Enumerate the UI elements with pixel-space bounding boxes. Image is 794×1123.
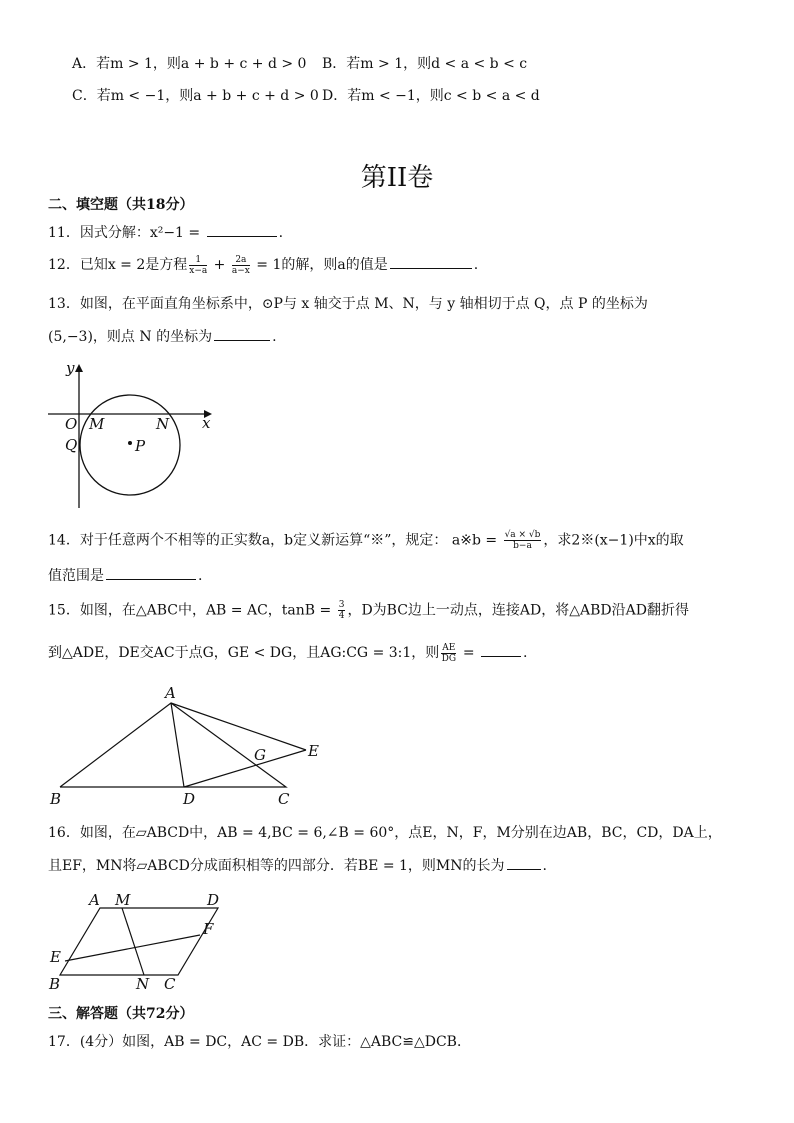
question-14-line-1: 14．对于任意两个不相等的正实数a，b定义新运算“※”，规定： a※b = $\frac{√a \times √b}{b-a}$ ，求2※(x−1)中x的取	[48, 530, 684, 551]
label-M: M	[89, 415, 105, 433]
label-A: A	[89, 891, 100, 909]
label-N: N	[136, 975, 150, 993]
option-b: B．若m > 1，则d < a < b < c	[322, 56, 528, 72]
answer-blank-16[interactable]	[507, 855, 541, 870]
option-a: A．若m > 1，则a + b + c + d > 0	[72, 56, 307, 72]
question-16-line-1: 16．如图，在▱ABCD中，AB = 4,BC = 6,∠B = 60°，点E，N，F，M分别在边AB，BC，CD，DA上，	[48, 825, 722, 841]
label-P: P	[135, 437, 146, 455]
label-D: D	[207, 891, 220, 909]
answer-blank-14[interactable]	[106, 565, 196, 580]
fraction: $\frac{2a}{a-x}$	[231, 254, 250, 276]
figure-13-circle	[40, 358, 225, 513]
question-13-line-2: (5,−3)，则点 N 的坐标为 .	[48, 326, 277, 347]
figure-16-parallelogram	[40, 888, 240, 998]
label-y: y	[66, 359, 75, 377]
label-x: x	[202, 414, 211, 432]
answer-blank-13[interactable]	[214, 326, 270, 341]
fraction: $\frac{AE}{DG}$	[441, 642, 457, 664]
label-O: O	[65, 415, 78, 433]
question-17: 17．(4分）如图，AB = DC，AC = DB．求证：△ABC≌△DCB．	[48, 1034, 471, 1050]
question-15-line-1: 15．如图，在△ABC中，AB = AC，tanB = $\frac{3}{4}$ ，D为BC边上一动点，连接AD，将△ABD沿AD翻折得	[48, 600, 689, 621]
fraction: $\frac{√a \times √b}{b-a}$	[504, 530, 541, 551]
question-11: 11．因式分解：x²−1 = .	[48, 222, 283, 243]
fraction: $\frac{3}{4}$	[338, 600, 345, 621]
answer-blank-15[interactable]	[481, 642, 521, 657]
option-d: D．若m < −1，则c < b < a < d	[322, 88, 540, 104]
label-G: G	[254, 746, 266, 764]
label-C: C	[164, 975, 176, 993]
label-Q: Q	[65, 436, 78, 454]
answer-blank-11[interactable]	[207, 222, 277, 237]
label-N: N	[156, 415, 170, 433]
label-A: A	[165, 684, 176, 702]
label-B: B	[50, 790, 62, 808]
fraction: $\frac{1}{x-a}$	[189, 254, 208, 276]
label-M: M	[115, 891, 131, 909]
answer-blank-12[interactable]	[390, 254, 472, 269]
label-C: C	[278, 790, 290, 808]
question-16-line-2: 且EF，MN将▱ABCD分成面积相等的四部分．若BE = 1，则MN的长为 .	[48, 855, 547, 876]
section-fill-in-heading: 二、填空题（共18分）	[48, 197, 194, 213]
label-F: F	[203, 920, 214, 938]
question-12: 12．已知x = 2是方程 $\frac{1}{x-a}$ + $\frac{2a}{a-x}$ = 1的解，则a的值是 .	[48, 254, 479, 276]
question-11-text: 11．因式分解：x²−1 =	[48, 225, 205, 241]
label-E: E	[308, 742, 319, 760]
question-15-line-2: 到△ADE，DE交AC于点G，GE < DG，且AG:CG = 3:1，则 $\frac{AE}{DG}$ = .	[48, 642, 528, 664]
label-E: E	[50, 948, 61, 966]
label-B: B	[49, 975, 61, 993]
label-D: D	[183, 790, 196, 808]
figure-15-triangle	[40, 680, 340, 810]
question-13-line-1: 13．如图，在平面直角坐标系中，⊙P与 x 轴交于点 M、N，与 y 轴相切于点 Q，点 P 的坐标为	[48, 296, 648, 312]
option-c: C．若m < −1，则a + b + c + d > 0	[72, 88, 319, 104]
section-answer-heading: 三、解答题（共72分）	[48, 1006, 194, 1022]
volume-title: 第II卷	[360, 163, 434, 193]
question-14-line-2: 值范围是 .	[48, 565, 202, 586]
